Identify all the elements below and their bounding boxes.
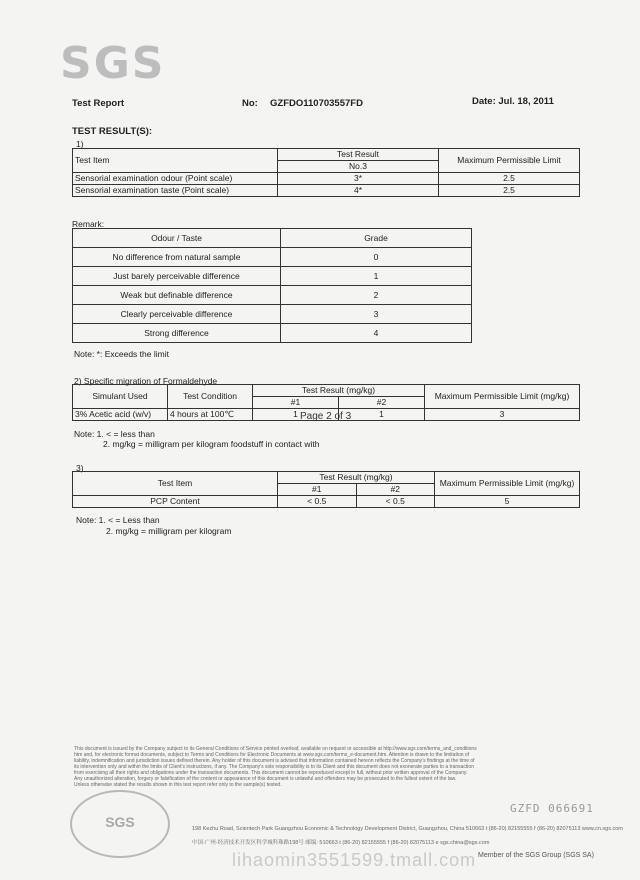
section3-note-2: 2. mg/kg = milligram per kilogram bbox=[106, 526, 232, 536]
fine-line: This document is issued by the Company subject to its General Conditions of Service printed overleaf, available on request or accessible at http://www.sgs.com/terms_and_conditions bbox=[74, 746, 477, 752]
fine-line: htm and, for electronic format documents, subject to Terms and Conditions for Electronic Documents at www.sgs.com/terms_e-document.htm. Attention is drawn to the limitation of bbox=[74, 752, 470, 758]
fine-line: Unless otherwise stated the results shown in this test report refer only to the sample(s) tested. bbox=[74, 782, 282, 788]
report-no-label: No: bbox=[242, 98, 258, 109]
col-grade: Grade bbox=[281, 229, 472, 248]
row-desc: Clearly perceivable difference bbox=[73, 305, 281, 324]
col-result: Test Result (mg/kg) bbox=[278, 472, 435, 484]
col-n2: #2 bbox=[356, 484, 435, 496]
col-test-result: Test Result bbox=[278, 149, 439, 161]
col-limit: Maximum Permissible Limit (mg/kg) bbox=[425, 385, 580, 409]
row-grade: 4 bbox=[281, 324, 472, 343]
row-result: 3* bbox=[278, 173, 439, 185]
col-condition: Test Condition bbox=[168, 385, 253, 409]
section3-note-1: Note: 1. < = Less than bbox=[76, 515, 160, 525]
table-row bbox=[73, 185, 580, 197]
row-limit: 5 bbox=[435, 496, 580, 508]
row-desc: Weak but definable difference bbox=[73, 286, 281, 305]
table-row bbox=[73, 267, 472, 286]
row-item: Sensorial examination taste (Point scale) bbox=[73, 185, 278, 197]
row-desc: No difference from natural sample bbox=[73, 248, 281, 267]
row-condition: 4 hours at 100℃ bbox=[168, 409, 253, 421]
table-row bbox=[73, 305, 472, 324]
row-grade: 0 bbox=[281, 248, 472, 267]
row-r2: < 0.5 bbox=[356, 496, 435, 508]
table-row bbox=[73, 173, 580, 185]
fine-line: liability, indemnification and jurisdiction issues defined therein. Any holder of this document is advised that information contained hereon reflects the Company's findings at the time of bbox=[74, 758, 475, 764]
col-limit: Maximum Permissible Limit bbox=[439, 149, 580, 173]
report-number: GZFDO110703557FD bbox=[270, 98, 363, 109]
col-test-item: Test Item bbox=[73, 472, 278, 496]
row-result: 4* bbox=[278, 185, 439, 197]
row-limit: 2.5 bbox=[439, 173, 580, 185]
report-date: Date: Jul. 18, 2011 bbox=[472, 96, 554, 107]
remark-label: Remark: bbox=[72, 219, 105, 229]
col-limit: Maximum Permissible Limit (mg/kg) bbox=[435, 472, 580, 496]
remark-table bbox=[72, 228, 472, 343]
row-item: Sensorial examination odour (Point scale) bbox=[73, 173, 278, 185]
serial-number: GZFD 066691 bbox=[510, 802, 594, 815]
table-row bbox=[73, 286, 472, 305]
row-simulant: 3% Acetic acid (w/v) bbox=[73, 409, 168, 421]
col-n1: #1 bbox=[278, 484, 357, 496]
section1-number: 1) bbox=[76, 139, 84, 149]
row-limit: 2.5 bbox=[439, 185, 580, 197]
table-row bbox=[73, 496, 580, 508]
footer-address-cn: 中国·广州·经济技术开发区科学城科珠路198号 邮编: 510663 t (86-20) 82155555 f (86-20) 82075113 e sgs.china@sgs.com bbox=[192, 840, 490, 846]
report-label: Test Report bbox=[72, 98, 125, 109]
table-row bbox=[73, 248, 472, 267]
fine-line: Any unauthorized alteration, forgery or falsification of the content or appearance of this document is unlawful and offenders may be prosecuted to the fullest extent of the law. bbox=[74, 776, 457, 782]
row-r2: 1 bbox=[339, 409, 425, 421]
col-test-item: Test Item bbox=[73, 149, 278, 173]
section2-title: 2) Specific migration of Formaldehyde bbox=[74, 376, 218, 386]
col-no: No.3 bbox=[278, 161, 439, 173]
col-odour-taste: Odour / Taste bbox=[73, 229, 281, 248]
sgs-seal-stamp: SGS bbox=[70, 790, 170, 858]
fine-line: from exercising all their rights and obligations under the transaction documents. This document cannot be reproduced except in full, without prior written approval of the Company. bbox=[74, 770, 468, 776]
remark-note: Note: *: Exceeds the limit bbox=[74, 349, 169, 359]
store-watermark: lihaomin3551599.tmall.com bbox=[232, 850, 477, 870]
fine-line: its intervention only and within the limits of Client's instructions, if any. The Company's sole responsibility is to its Client and this document does not exonerate parties to a transaction bbox=[74, 764, 474, 770]
section1-table bbox=[72, 148, 580, 197]
col-result: Test Result (mg/kg) bbox=[253, 385, 425, 397]
section3-number: 3) bbox=[76, 463, 84, 473]
section3-table bbox=[72, 471, 580, 508]
section2-note-2: 2. mg/kg = milligram per kilogram foodstuff in contact with bbox=[103, 439, 320, 449]
section2-note-1: Note: 1. < = less than bbox=[74, 429, 155, 439]
row-grade: 2 bbox=[281, 286, 472, 305]
page-number: Page 2 of 3 bbox=[300, 411, 352, 422]
footer-fine-print bbox=[74, 746, 604, 788]
member-text: Member of the SGS Group (SGS SA) bbox=[478, 852, 594, 859]
row-r1: < 0.5 bbox=[278, 496, 357, 508]
row-grade: 1 bbox=[281, 267, 472, 286]
results-title: TEST RESULT(S): bbox=[72, 126, 153, 137]
row-desc: Just barely perceivable difference bbox=[73, 267, 281, 286]
row-desc: Strong difference bbox=[73, 324, 281, 343]
footer-address-en: 198 Kezhu Road, Scientech Park Guangzhou Economic & Technology Development District, Guangzhou, China 510663 t (86-20) 82155555 f (86-20) 82075113 www.cn.sgs.com bbox=[192, 826, 623, 832]
row-grade: 3 bbox=[281, 305, 472, 324]
table-row bbox=[73, 324, 472, 343]
row-limit: 3 bbox=[425, 409, 580, 421]
col-n1: #1 bbox=[253, 397, 339, 409]
sgs-logo: SGS bbox=[60, 38, 166, 89]
row-item: PCP Content bbox=[73, 496, 278, 508]
col-n2: #2 bbox=[339, 397, 425, 409]
col-simulant: Simulant Used bbox=[73, 385, 168, 409]
row-r1: 1 bbox=[253, 409, 339, 421]
